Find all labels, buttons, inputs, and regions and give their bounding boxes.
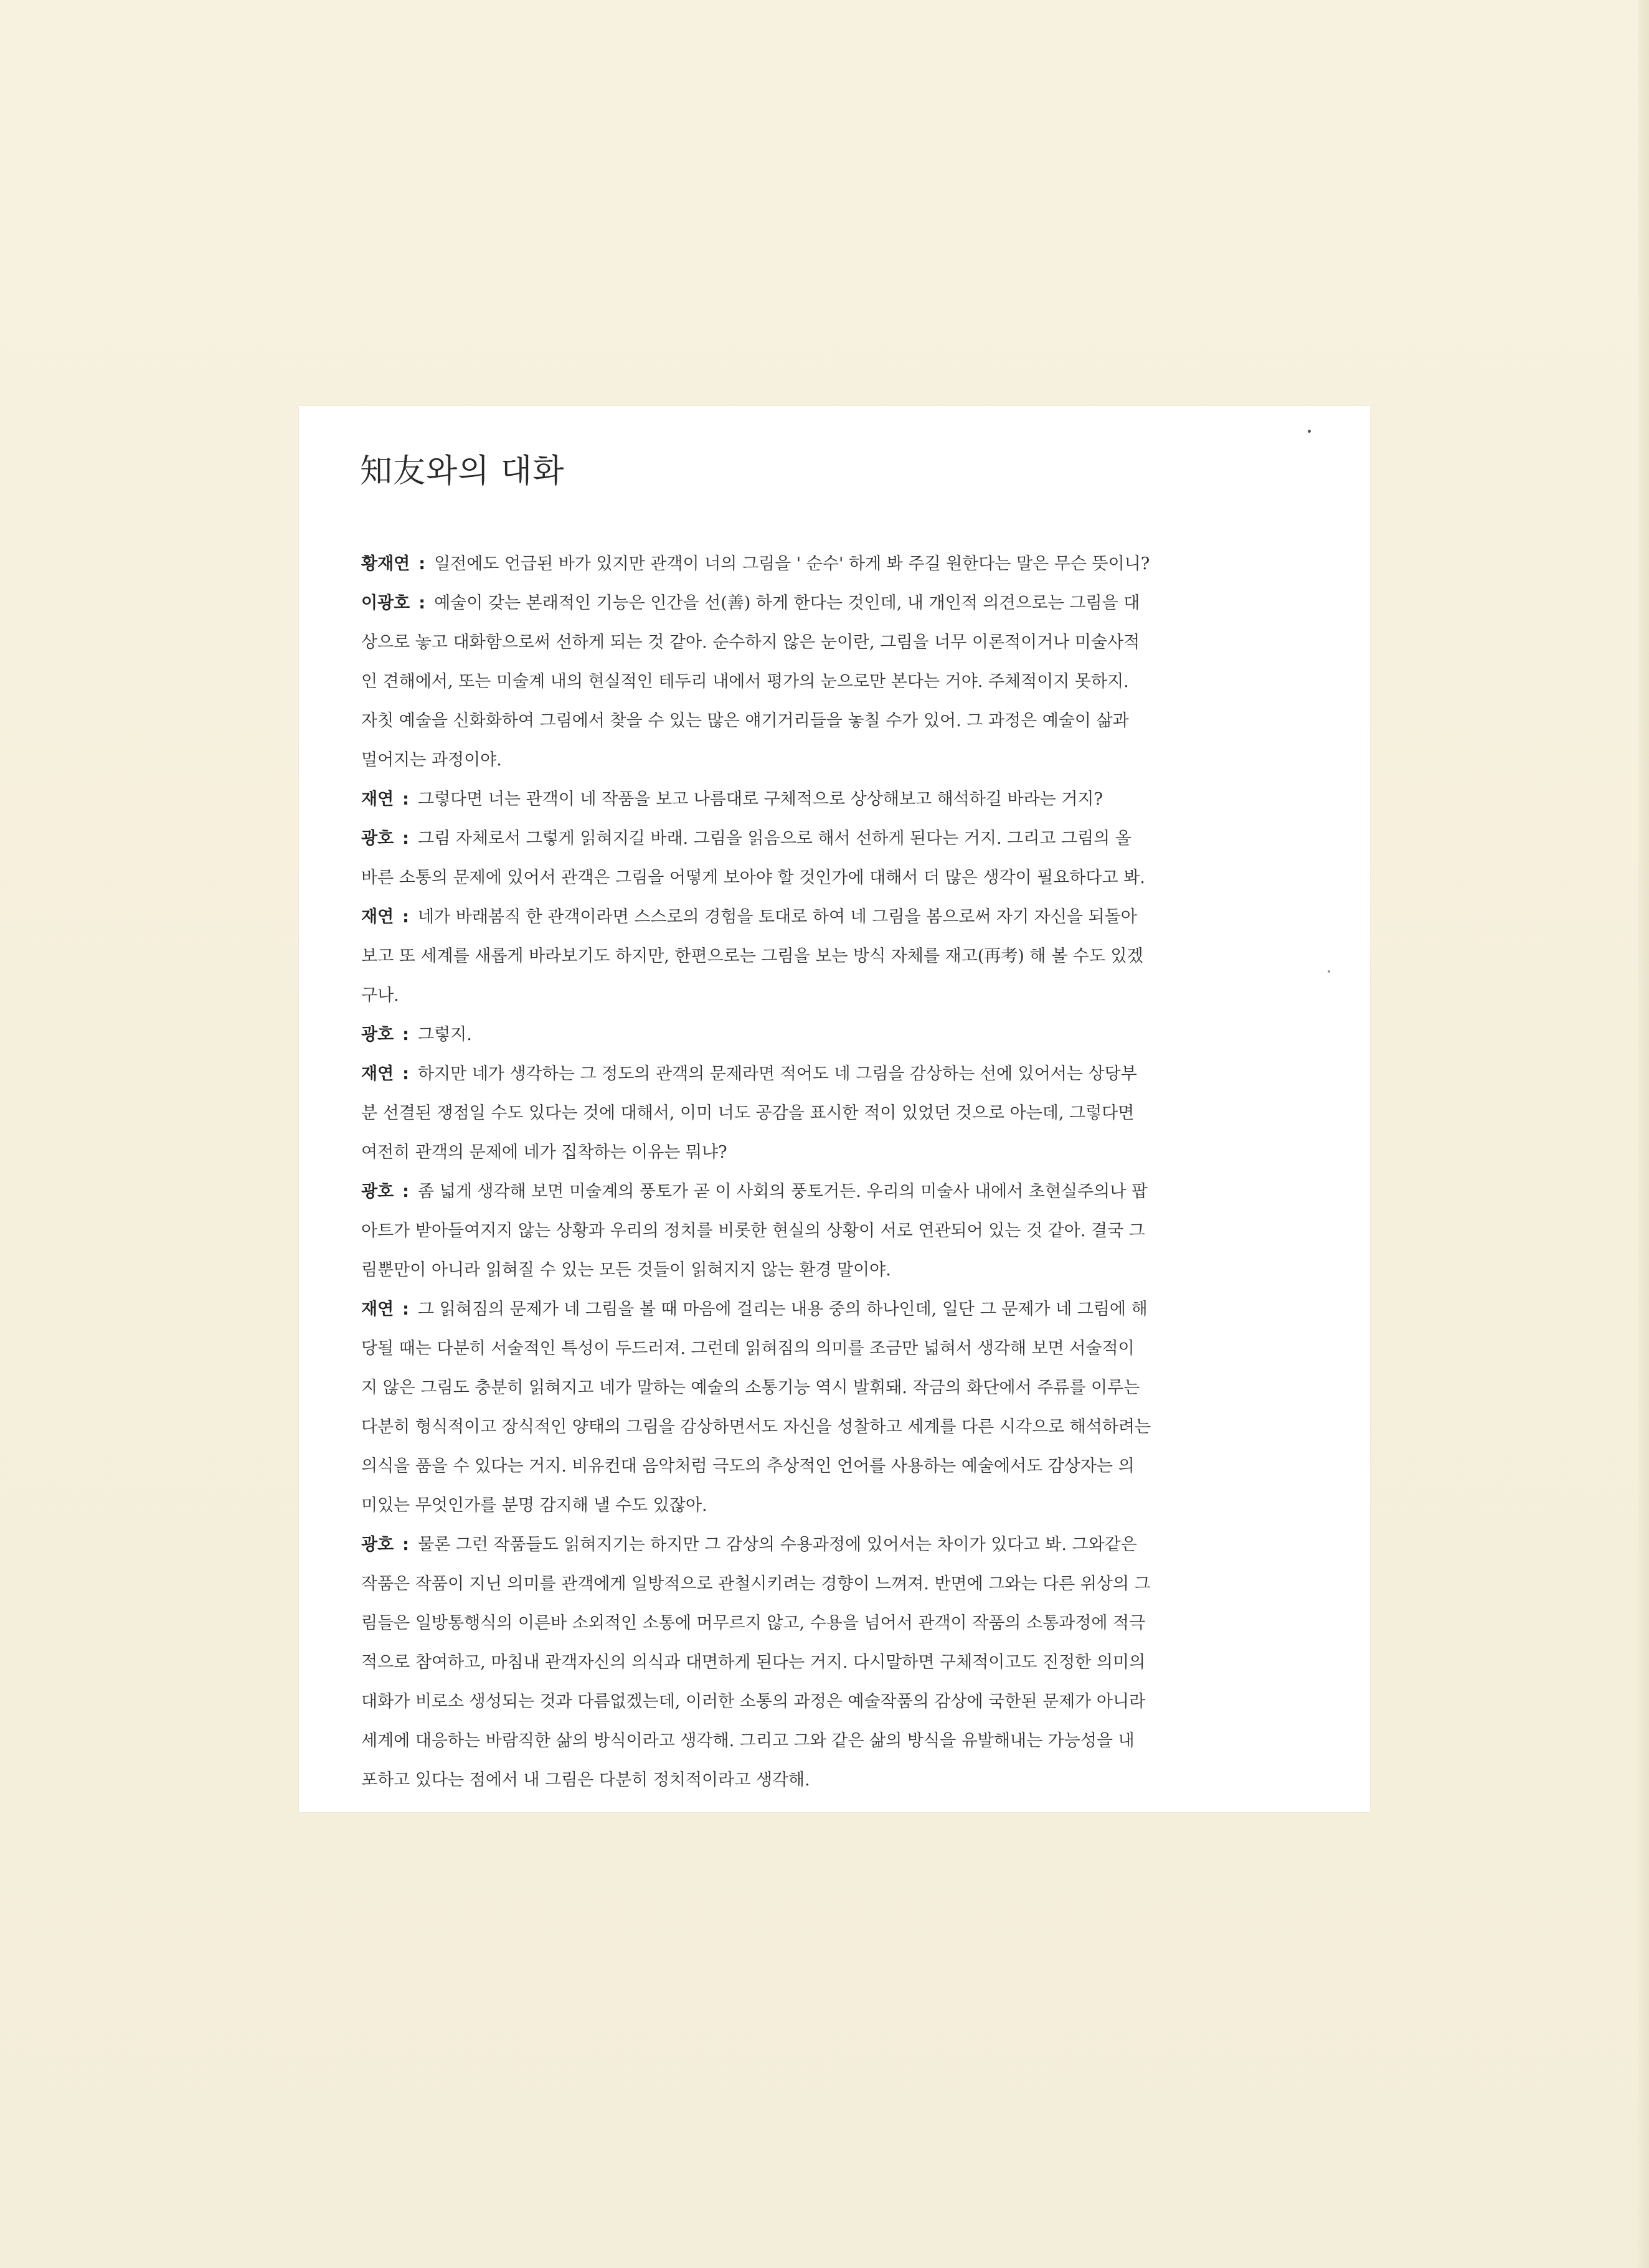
line-text: 림뿐만이 아니라 읽혀질 수 있는 모든 것들이 읽혀지지 않는 환경 말이야. <box>361 1260 891 1280</box>
dust-speck <box>1308 430 1311 433</box>
dialogue-line <box>361 1721 1283 1760</box>
speaker-name: 광호 <box>361 1182 394 1201</box>
line-text: 그렇다면 너는 관객이 네 작품을 보고 나름대로 구체적으로 상상해보고 해석하길 바라는 거지? <box>417 790 1103 809</box>
dialogue-line <box>361 1682 1283 1721</box>
dialogue-line <box>361 976 1283 1015</box>
dust-speck <box>1328 970 1330 973</box>
dialogue-line <box>361 544 1283 584</box>
line-text: 자칫 예술을 신화화하여 그림에서 찾을 수 있는 많은 얘기거리들을 놓칠 수가 있어. 그 과정은 예술이 삶과 <box>361 711 1129 730</box>
board-edge <box>1638 0 1649 2268</box>
dialogue-line <box>361 1368 1283 1407</box>
line-text: 미있는 무엇인가를 분명 감지해 낼 수도 있잖아. <box>361 1496 707 1515</box>
speaker-separator: : <box>402 1025 409 1044</box>
line-text: 다분히 형식적이고 장식적인 양태의 그림을 감상하면서도 자신을 성찰하고 세계를 다른 시각으로 해석하려는 <box>361 1417 1151 1437</box>
line-text: 멀어지는 과정이야. <box>361 750 502 770</box>
dialogue-line <box>361 623 1283 662</box>
dialogue-line <box>361 584 1283 623</box>
dialogue-entry <box>361 584 1283 780</box>
dialogue-list <box>361 544 1283 1800</box>
line-text: 상으로 놓고 대화함으로써 선하게 되는 것 같아. 순수하지 않은 눈이란, 그림을 너무 이론적이거나 미술사적 <box>361 633 1140 652</box>
dialogue-line <box>361 740 1283 780</box>
speaker-separator: : <box>418 554 426 574</box>
dialogue-line <box>361 1407 1283 1447</box>
line-text: 작품은 작품이 지닌 의미를 관객에게 일방적으로 관철시키려는 경향이 느껴져. 반면에 그와는 다른 위상의 그 <box>361 1574 1151 1594</box>
dialogue-entry <box>361 819 1283 897</box>
dialogue-line <box>361 1604 1283 1643</box>
dialogue-line <box>361 897 1283 937</box>
dialogue-line <box>361 1015 1283 1054</box>
dialogue-line <box>361 1094 1283 1133</box>
speaker-name: 재연 <box>361 1064 394 1084</box>
line-text: 네가 바래봄직 한 관객이라면 스스로의 경험을 토대로 하여 네 그림을 봄으로써 자기 자신을 되돌아 <box>417 907 1137 927</box>
speaker-name: 재연 <box>361 1300 394 1319</box>
dialogue-line <box>361 1447 1283 1486</box>
line-text: 일전에도 언급된 바가 있지만 관객이 너의 그림을 ' 순수' 하게 봐 주길 원한다는 말은 무슨 뜻이니? <box>434 554 1150 574</box>
dialogue-entry <box>361 544 1283 584</box>
line-text: 대화가 비로소 생성되는 것과 다름없겠는데, 이러한 소통의 과정은 예술작품의 감상에 국한된 문제가 아니라 <box>361 1692 1146 1711</box>
dialogue-line <box>361 780 1283 819</box>
speaker-name: 황재연 <box>361 554 410 574</box>
dialogue-line <box>361 1329 1283 1368</box>
dialogue-line <box>361 1564 1283 1604</box>
speaker-separator: : <box>402 829 409 848</box>
dialogue-line <box>361 819 1283 858</box>
dialogue-entry <box>361 1054 1283 1172</box>
line-text: 분 선결된 쟁점일 수도 있다는 것에 대해서, 이미 너도 공감을 표시한 적이 있었던 것으로 아는데, 그렇다면 <box>361 1103 1135 1123</box>
speaker-separator: : <box>402 1182 409 1201</box>
line-text: 포하고 있다는 점에서 내 그림은 다분히 정치적이라고 생각해. <box>361 1770 810 1790</box>
dialogue-line <box>361 1211 1283 1250</box>
speaker-name: 재연 <box>361 790 394 809</box>
speaker-name: 광호 <box>361 829 394 848</box>
dialogue-line <box>361 1486 1283 1525</box>
speaker-separator: : <box>418 593 426 613</box>
line-text: 바른 소통의 문제에 있어서 관객은 그림을 어떻게 보아야 할 것인가에 대해서 더 많은 생각이 필요하다고 봐. <box>361 868 1145 887</box>
speaker-name: 재연 <box>361 907 394 927</box>
line-text: 보고 또 세계를 새롭게 바라보기도 하지만, 한편으로는 그림을 보는 방식 자체를 재고(再考) 해 볼 수도 있겠 <box>361 947 1143 966</box>
dialogue-line <box>361 937 1283 976</box>
dialogue-line <box>361 1760 1283 1800</box>
line-text: 하지만 네가 생각하는 그 정도의 관객의 문제라면 적어도 네 그림을 감상하는 선에 있어서는 상당부 <box>417 1064 1137 1084</box>
line-text: 예술이 갖는 본래적인 기능은 인간을 선(善) 하게 한다는 것인데, 내 개인적 의견으로는 그림을 대 <box>434 593 1140 613</box>
line-text: 세계에 대응하는 바람직한 삶의 방식이라고 생각해. 그리고 그와 같은 삶의 방식을 유발해내는 가능성을 내 <box>361 1731 1135 1751</box>
line-text: 물론 그런 작품들도 읽혀지기는 하지만 그 감상의 수용과정에 있어서는 차이가 있다고 봐. 그와같은 <box>417 1535 1137 1554</box>
line-text: 그 읽혀짐의 문제가 네 그림을 볼 때 마음에 걸리는 내용 중의 하나인데, 일단 그 문제가 네 그림에 해 <box>417 1300 1148 1319</box>
line-text: 의식을 품을 수 있다는 거지. 비유컨대 음악처럼 극도의 추상적인 언어를 사용하는 예술에서도 감상자는 의 <box>361 1457 1135 1476</box>
dialogue-entry <box>361 1290 1283 1525</box>
dialogue-entry <box>361 897 1283 1015</box>
line-text: 적으로 참여하고, 마침내 관객자신의 의식과 대면하게 된다는 거지. 다시말하면 구체적이고도 진정한 의미의 <box>361 1653 1146 1672</box>
speaker-separator: : <box>402 1300 409 1319</box>
speaker-separator: : <box>402 907 409 927</box>
dialogue-line <box>361 1290 1283 1329</box>
speaker-name: 광호 <box>361 1535 394 1554</box>
dialogue-line <box>361 1525 1283 1564</box>
speaker-separator: : <box>402 1064 409 1084</box>
printed-page <box>299 406 1370 1812</box>
line-text: 인 견해에서, 또는 미술계 내의 현실적인 테두리 내에서 평가의 눈으로만 본다는 거야. 주체적이지 못하지. <box>361 672 1129 691</box>
page-title: 知友와의 대화 <box>360 453 565 490</box>
dialogue-line <box>361 701 1283 740</box>
dialogue-line <box>361 1643 1283 1682</box>
speaker-name: 광호 <box>361 1025 394 1044</box>
speaker-separator: : <box>402 1535 409 1554</box>
dialogue-entry <box>361 1015 1283 1054</box>
dialogue-entry <box>361 780 1283 819</box>
line-text: 좀 넓게 생각해 보면 미술계의 풍토가 곧 이 사회의 풍토거든. 우리의 미술사 내에서 초현실주의나 팝 <box>417 1182 1148 1201</box>
dialogue-line <box>361 858 1283 897</box>
dialogue-entry <box>361 1172 1283 1290</box>
line-text: 림들은 일방통행식의 이른바 소외적인 소통에 머무르지 않고, 수용을 넘어서 관객이 작품의 소통과정에 적극 <box>361 1614 1146 1633</box>
speaker-name: 이광호 <box>361 593 410 613</box>
dialogue-line <box>361 1172 1283 1211</box>
speaker-separator: : <box>402 790 409 809</box>
dialogue-line <box>361 1054 1283 1094</box>
line-text: 지 않은 그림도 충분히 읽혀지고 네가 말하는 예술의 소통기능 역시 발휘돼. 작금의 화단에서 주류를 이루는 <box>361 1378 1140 1397</box>
dialogue-line <box>361 1133 1283 1172</box>
dialogue-line <box>361 662 1283 701</box>
line-text: 당될 때는 다분히 서술적인 특성이 두드러져. 그런데 읽혀짐의 의미를 조금만 넓혀서 생각해 보면 서술적이 <box>361 1339 1135 1358</box>
line-text: 그렇지. <box>417 1025 472 1044</box>
line-text: 여전히 관객의 문제에 네가 집착하는 이유는 뭐냐? <box>361 1143 727 1162</box>
line-text: 아트가 받아들여지지 않는 상황과 우리의 정치를 비롯한 현실의 상황이 서로 연관되어 있는 것 같아. 결국 그 <box>361 1221 1145 1240</box>
dialogue-entry <box>361 1525 1283 1800</box>
dialogue-line <box>361 1250 1283 1290</box>
line-text: 그림 자체로서 그렇게 읽혀지길 바래. 그림을 읽음으로 해서 선하게 된다는 거지. 그리고 그림의 올 <box>417 829 1132 848</box>
line-text: 구나. <box>361 986 399 1005</box>
